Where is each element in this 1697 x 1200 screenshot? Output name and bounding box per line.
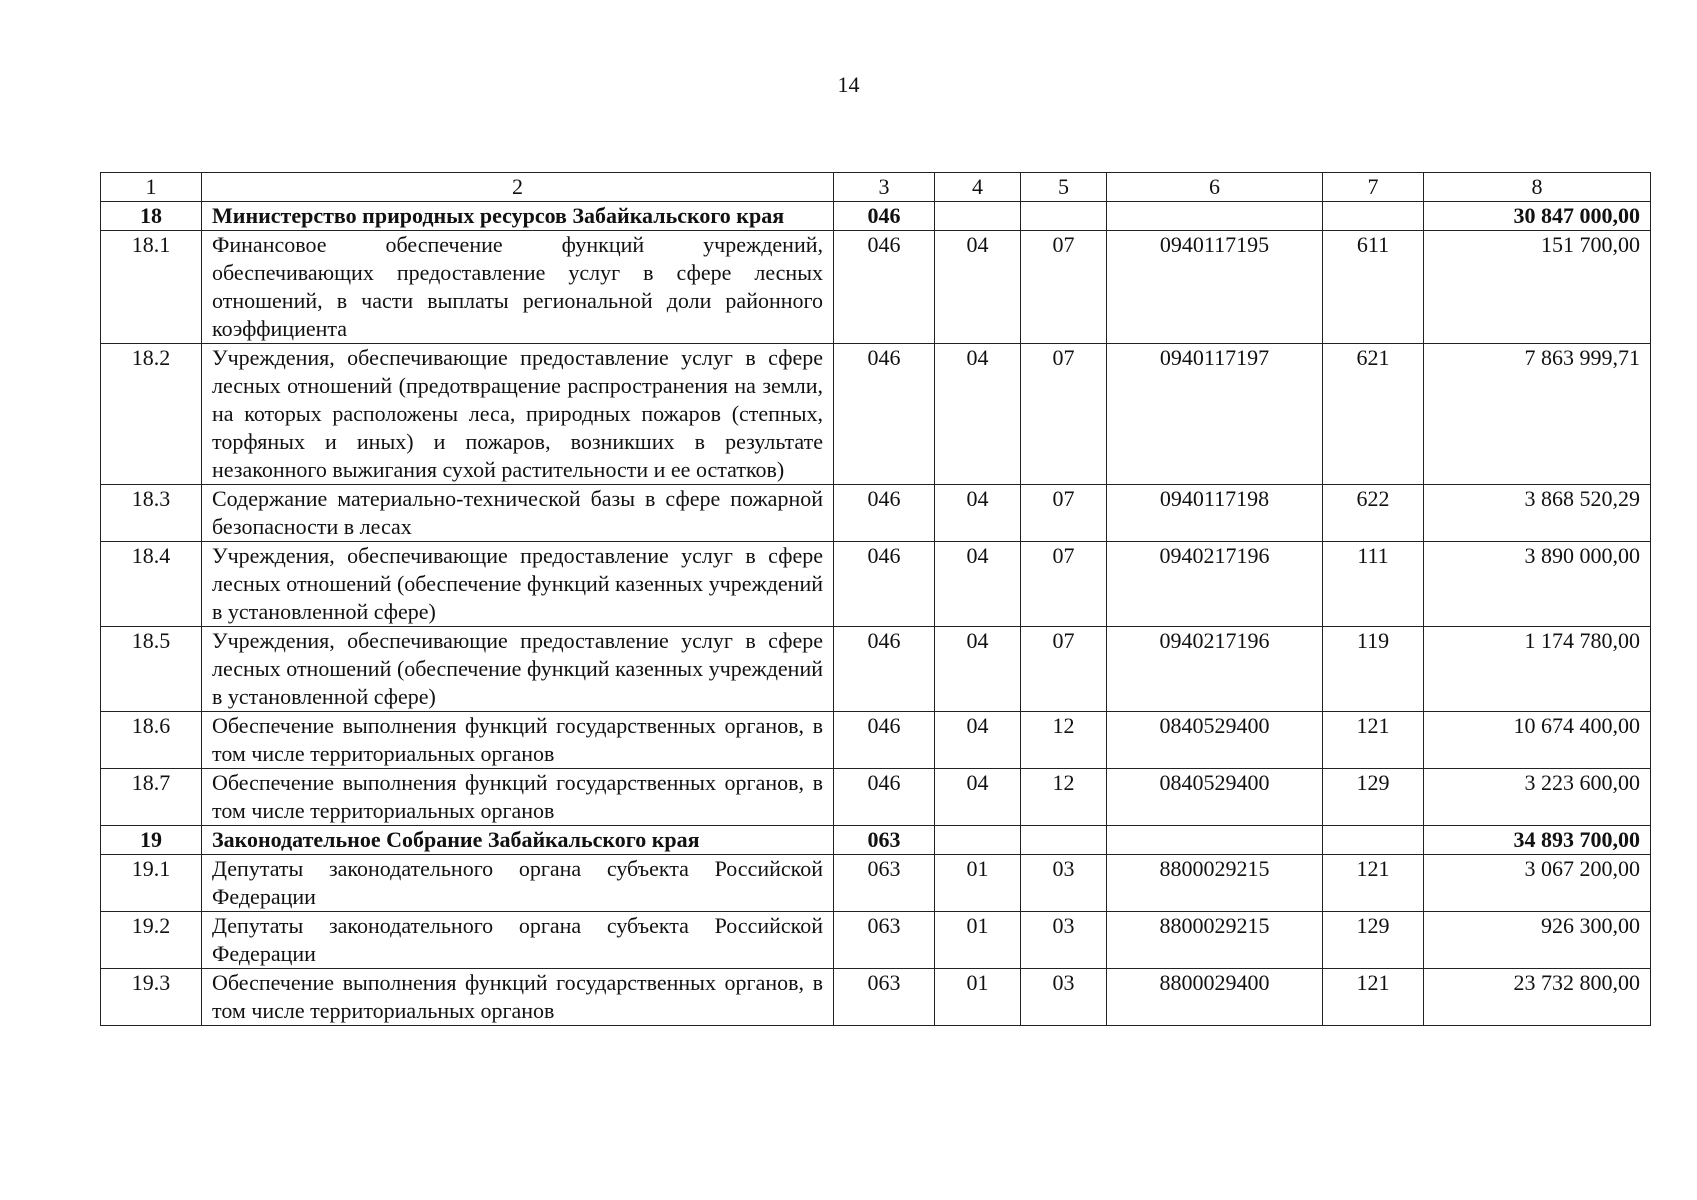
row-name: Обеспечение выполнения функций государственных органов, в том числе территориальных органов [202, 769, 834, 826]
row-col-4: 04 [935, 627, 1021, 712]
row-name: Учреждения, обеспечивающие предоставление услуг в сфере лесных отношений (обеспечение функций казенных учреждений в установленной сфере) [202, 627, 834, 712]
row-col-6 [1107, 826, 1323, 855]
row-col-4: 01 [935, 912, 1021, 969]
row-amount: 1 174 780,00 [1424, 627, 1651, 712]
col-header-4: 4 [935, 173, 1021, 202]
row-name: Обеспечение выполнения функций государственных органов, в том числе территориальных органов [202, 969, 834, 1026]
row-col-4: 04 [935, 344, 1021, 485]
row-col-5: 07 [1021, 542, 1107, 627]
row-amount: 30 847 000,00 [1424, 202, 1651, 231]
row-col-5: 12 [1021, 712, 1107, 769]
row-name: Обеспечение выполнения функций государственных органов, в том числе территориальных органов [202, 712, 834, 769]
table-row [101, 231, 1651, 344]
row-number: 18.4 [101, 542, 202, 627]
row-col-6: 0940117198 [1107, 485, 1323, 542]
row-name: Депутаты законодательного органа субъекта Российской Федерации [202, 855, 834, 912]
row-col-7: 129 [1323, 769, 1424, 826]
row-amount: 3 868 520,29 [1424, 485, 1651, 542]
row-col-3: 046 [834, 627, 935, 712]
budget-table [100, 172, 1651, 1026]
row-col-6: 0940117195 [1107, 231, 1323, 344]
table-row [101, 769, 1651, 826]
row-amount: 3 223 600,00 [1424, 769, 1651, 826]
row-col-3: 046 [834, 344, 935, 485]
row-amount: 151 700,00 [1424, 231, 1651, 344]
row-col-3: 046 [834, 485, 935, 542]
row-col-7: 622 [1323, 485, 1424, 542]
row-col-5: 07 [1021, 627, 1107, 712]
row-col-4: 04 [935, 712, 1021, 769]
row-col-4: 04 [935, 485, 1021, 542]
row-number: 18.7 [101, 769, 202, 826]
row-col-5: 12 [1021, 769, 1107, 826]
col-header-1: 1 [101, 173, 202, 202]
row-name: Финансовое обеспечение функций учреждений, обеспечивающих предоставление услуг в сфере лесных отношений, в части выплаты региональной доли районного коэффициента [202, 231, 834, 344]
row-col-4 [935, 202, 1021, 231]
row-col-3: 046 [834, 712, 935, 769]
row-col-5: 07 [1021, 485, 1107, 542]
row-col-7 [1323, 826, 1424, 855]
row-col-3: 046 [834, 542, 935, 627]
page-number: 14 [837, 72, 860, 97]
header-row [101, 173, 1651, 202]
row-col-5: 03 [1021, 855, 1107, 912]
table-row [101, 712, 1651, 769]
row-number: 18.1 [101, 231, 202, 344]
row-col-4: 04 [935, 542, 1021, 627]
row-number: 19.2 [101, 912, 202, 969]
table-row [101, 826, 1651, 855]
table-row [101, 627, 1651, 712]
row-amount: 3 067 200,00 [1424, 855, 1651, 912]
row-col-6 [1107, 202, 1323, 231]
table-row [101, 542, 1651, 627]
row-col-3: 046 [834, 769, 935, 826]
row-amount: 7 863 999,71 [1424, 344, 1651, 485]
row-col-5 [1021, 826, 1107, 855]
row-col-5: 07 [1021, 231, 1107, 344]
col-header-3: 3 [834, 173, 935, 202]
row-col-7: 129 [1323, 912, 1424, 969]
row-amount: 34 893 700,00 [1424, 826, 1651, 855]
row-col-3: 063 [834, 912, 935, 969]
row-number: 18.5 [101, 627, 202, 712]
row-amount: 10 674 400,00 [1424, 712, 1651, 769]
row-col-7: 121 [1323, 855, 1424, 912]
row-col-7: 121 [1323, 712, 1424, 769]
row-col-3: 063 [834, 855, 935, 912]
row-name: Учреждения, обеспечивающие предоставление услуг в сфере лесных отношений (обеспечение функций казенных учреждений в установленной сфере) [202, 542, 834, 627]
row-name: Учреждения, обеспечивающие предоставление услуг в сфере лесных отношений (предотвращение распространения на земли, на которых расположены леса, природных пожаров (степных, торфяных и иных) и пожаров, возникших в результате незаконного выжигания сухой растительности и ее остатков) [202, 344, 834, 485]
table-row [101, 344, 1651, 485]
row-col-5: 07 [1021, 344, 1107, 485]
row-name: Министерство природных ресурсов Забайкальского края [202, 202, 834, 231]
col-header-2: 2 [202, 173, 834, 202]
col-header-7: 7 [1323, 173, 1424, 202]
row-col-4: 01 [935, 969, 1021, 1026]
table-row [101, 202, 1651, 231]
row-number: 19.3 [101, 969, 202, 1026]
row-col-4 [935, 826, 1021, 855]
row-col-6: 0940117197 [1107, 344, 1323, 485]
row-col-3: 063 [834, 969, 935, 1026]
row-name: Содержание материально-технической базы в сфере пожарной безопасности в лесах [202, 485, 834, 542]
row-col-7: 111 [1323, 542, 1424, 627]
row-col-5: 03 [1021, 969, 1107, 1026]
row-col-4: 01 [935, 855, 1021, 912]
row-col-5: 03 [1021, 912, 1107, 969]
row-col-4: 04 [935, 769, 1021, 826]
row-col-5 [1021, 202, 1107, 231]
row-col-6: 0940217196 [1107, 627, 1323, 712]
row-name: Депутаты законодательного органа субъекта Российской Федерации [202, 912, 834, 969]
row-col-6: 8800029215 [1107, 912, 1323, 969]
row-col-6: 0840529400 [1107, 712, 1323, 769]
row-name: Законодательное Собрание Забайкальского края [202, 826, 834, 855]
row-col-7 [1323, 202, 1424, 231]
col-header-5: 5 [1021, 173, 1107, 202]
row-col-7: 611 [1323, 231, 1424, 344]
table-row [101, 485, 1651, 542]
row-col-6: 0840529400 [1107, 769, 1323, 826]
row-col-3: 063 [834, 826, 935, 855]
row-number: 18.3 [101, 485, 202, 542]
row-col-4: 04 [935, 231, 1021, 344]
row-col-6: 8800029215 [1107, 855, 1323, 912]
row-amount: 23 732 800,00 [1424, 969, 1651, 1026]
row-amount: 3 890 000,00 [1424, 542, 1651, 627]
row-col-3: 046 [834, 202, 935, 231]
table-row [101, 912, 1651, 969]
row-col-7: 119 [1323, 627, 1424, 712]
col-header-8: 8 [1424, 173, 1651, 202]
row-number: 19.1 [101, 855, 202, 912]
row-col-7: 121 [1323, 969, 1424, 1026]
row-col-7: 621 [1323, 344, 1424, 485]
row-col-6: 8800029400 [1107, 969, 1323, 1026]
table-row [101, 969, 1651, 1026]
row-number: 18.2 [101, 344, 202, 485]
row-col-6: 0940217196 [1107, 542, 1323, 627]
row-amount: 926 300,00 [1424, 912, 1651, 969]
table-row [101, 855, 1651, 912]
row-col-3: 046 [834, 231, 935, 344]
row-number: 18 [101, 202, 202, 231]
row-number: 19 [101, 826, 202, 855]
col-header-6: 6 [1107, 173, 1323, 202]
row-number: 18.6 [101, 712, 202, 769]
